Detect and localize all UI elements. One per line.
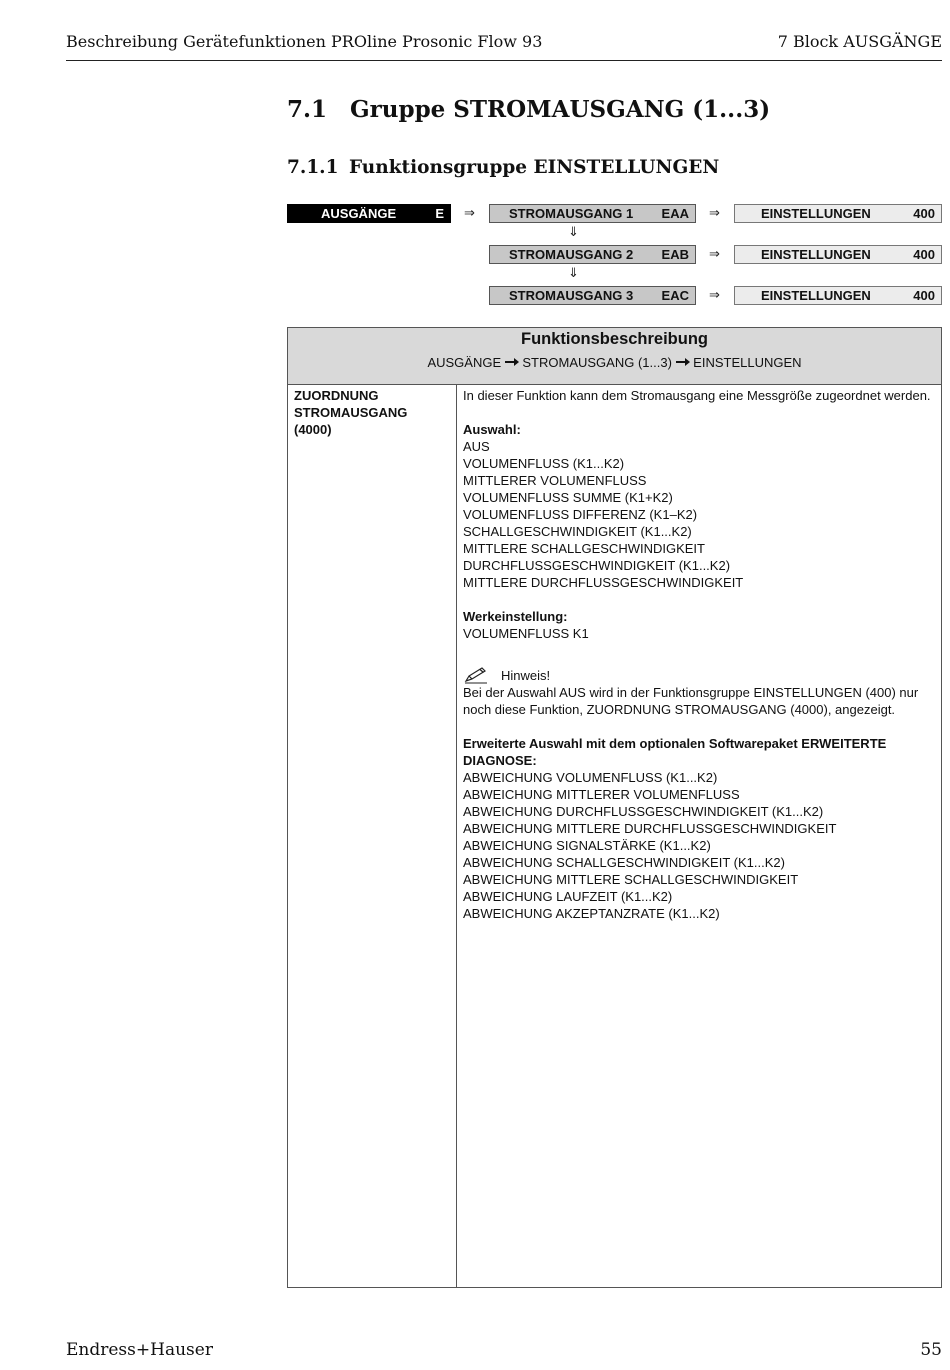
list-item: VOLUMENFLUSS DIFFERENZ (K1–K2) [463, 507, 698, 522]
hint-text: Bei der Auswahl AUS wird in der Funktionsgruppe EINSTELLUNGEN (400) nur noch diese Funktion, ZUORDNUNG STROMAUSGANG (4000), angezeigt. [463, 685, 919, 717]
list-item: ABWEICHUNG DURCHFLUSSGESCHWINDIGKEIT (K1...K2) [463, 804, 824, 819]
arrow-right-icon [505, 357, 519, 367]
down-arrow-icon: ⇓ [568, 224, 579, 239]
function-name-line: ZUORDNUNG [294, 388, 379, 403]
nav-target-einstellungen-2 [734, 245, 942, 264]
section-title: Gruppe STROMAUSGANG (1...3) [350, 96, 771, 123]
hint-label: Hinweis! [501, 668, 551, 683]
list-item: ABWEICHUNG SCHALLGESCHWINDIGKEIT (K1...K2) [463, 855, 785, 870]
list-item: MITTLERER VOLUMENFLUSS [463, 473, 647, 488]
column-divider [456, 384, 457, 1287]
list-item: ABWEICHUNG MITTLERE SCHALLGESCHWINDIGKEIT [463, 872, 799, 887]
right-arrow-icon: ⇒ [709, 246, 720, 261]
list-item: ABWEICHUNG AKZEPTANZRATE (K1...K2) [463, 906, 720, 921]
section-number: 7.1 [287, 96, 328, 123]
nav-target-einstellungen-1 [734, 204, 942, 223]
list-item: ABWEICHUNG VOLUMENFLUSS (K1...K2) [463, 770, 718, 785]
auswahl-list [463, 438, 937, 591]
subsection-number: 7.1.1 [287, 157, 339, 178]
nav-target-einstellungen-3 [734, 286, 942, 305]
list-item: DURCHFLUSSGESCHWINDIGKEIT (K1...K2) [463, 558, 731, 573]
down-arrow-icon: ⇓ [568, 265, 579, 280]
description-path [288, 355, 941, 370]
auswahl-label: Auswahl: [463, 422, 521, 437]
extended-selection-list [463, 769, 937, 922]
werkeinstellung-value: VOLUMENFLUSS K1 [463, 626, 589, 641]
nav-group-code: EAA [661, 206, 689, 221]
section-heading [287, 96, 770, 123]
list-item: MITTLERE SCHALLGESCHWINDIGKEIT [463, 541, 705, 556]
nav-group-code: EAB [661, 247, 689, 262]
list-item: ABWEICHUNG MITTLERE DURCHFLUSSGESCHWINDIGKEIT [463, 821, 837, 836]
hint-heading [463, 667, 937, 684]
extended-selection-label: Erweiterte Auswahl mit dem optionalen Softwarepaket ERWEITERTE DIAGNOSE: [463, 736, 887, 768]
nav-group-label: STROMAUSGANG 2 [509, 247, 634, 262]
description-header [288, 328, 941, 385]
page-number: 55 [920, 1340, 942, 1360]
path-item: AUSGÄNGE [427, 355, 502, 370]
footer-brand: Endress+Hauser [66, 1340, 213, 1360]
nav-block-ausgaenge [287, 204, 451, 223]
nav-target-code: 400 [913, 206, 935, 221]
nav-target-code: 400 [913, 247, 935, 262]
list-item: VOLUMENFLUSS (K1...K2) [463, 456, 625, 471]
nav-group-stromausgang-2 [489, 245, 696, 264]
nav-block-code: E [435, 206, 444, 221]
function-intro: In dieser Funktion kann dem Stromausgang eine Messgröße zugeordnet werden. [463, 388, 931, 403]
nav-target-label: EINSTELLUNGEN [761, 206, 871, 221]
function-name-line: STROMAUSGANG [294, 405, 408, 420]
path-item: EINSTELLUNGEN [693, 355, 802, 370]
list-item: SCHALLGESCHWINDIGKEIT (K1...K2) [463, 524, 692, 539]
description-title: Funktionsbeschreibung [520, 330, 708, 348]
nav-target-label: EINSTELLUNGEN [761, 247, 871, 262]
list-item: MITTLERE DURCHFLUSSGESCHWINDIGKEIT [463, 575, 744, 590]
list-item: ABWEICHUNG MITTLERER VOLUMENFLUSS [463, 787, 740, 802]
nav-group-label: STROMAUSGANG 1 [509, 206, 634, 221]
function-description-table [287, 327, 942, 1288]
header-title: Beschreibung Gerätefunktionen PROline Prosonic Flow 93 [66, 32, 543, 51]
list-item: AUS [463, 439, 490, 454]
list-item: ABWEICHUNG LAUFZEIT (K1...K2) [463, 889, 673, 904]
werkeinstellung-label: Werkeinstellung: [463, 609, 568, 624]
function-number: (4000) [294, 422, 332, 437]
path-item: STROMAUSGANG (1...3) [522, 355, 672, 370]
subsection-heading [287, 157, 719, 178]
header-divider [66, 60, 942, 61]
nav-group-stromausgang-3 [489, 286, 696, 305]
function-body [463, 387, 937, 922]
pencil-icon [463, 667, 489, 684]
nav-group-stromausgang-1 [489, 204, 696, 223]
header-chapter: 7 Block AUSGÄNGE [777, 32, 942, 51]
subsection-title: Funktionsgruppe EINSTELLUNGEN [349, 157, 720, 178]
nav-block-label: AUSGÄNGE [321, 206, 397, 221]
nav-group-code: EAC [661, 288, 689, 303]
list-item: ABWEICHUNG SIGNALSTÄRKE (K1...K2) [463, 838, 711, 853]
arrow-right-icon [676, 357, 690, 367]
nav-target-code: 400 [913, 288, 935, 303]
right-arrow-icon: ⇒ [464, 205, 475, 220]
list-item: VOLUMENFLUSS SUMME (K1+K2) [463, 490, 673, 505]
right-arrow-icon: ⇒ [709, 287, 720, 302]
nav-target-label: EINSTELLUNGEN [761, 288, 871, 303]
function-name [294, 387, 449, 438]
right-arrow-icon: ⇒ [709, 205, 720, 220]
nav-group-label: STROMAUSGANG 3 [509, 288, 634, 303]
